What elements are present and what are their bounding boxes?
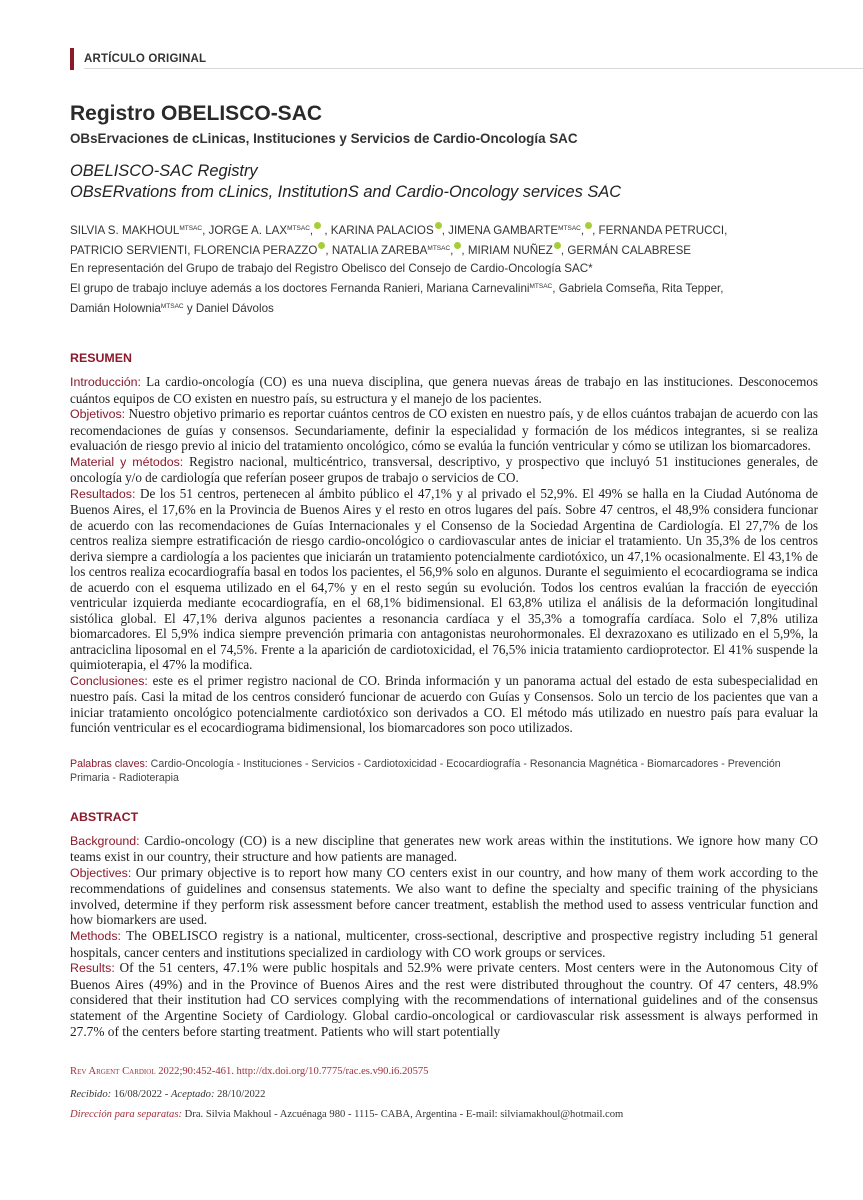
resumen-conclusiones: Conclusiones: este es el primer registro nacional de CO. Brinda información y un panorama actual del estado de esta subespecialidad en nuestro país. Casi la mitad de los centros consideró funcionar de acuerdo con Guías y Consensos. Solo un tercio de los pacientes que van a iniciar tratamiento oncológico potencialmente cardiotóxico son derivados a CO. El método más utilizado en nuestro país para evaluar la función ventricular es el ecocardiograma bidimensional, los biomarcadores son poco utilizados. (70, 672, 818, 735)
author-name: JIMENA GAMBARTE (448, 224, 559, 237)
author-list (70, 220, 818, 318)
abstract-results: Results: Of the 51 centers, 47.1% were public hospitals and 52.9% were private centers. Most centers were in the Autonomous City of Buenos Aires (49%) and in the Province of Buenos Aires and the rest were distributed throughout the country. Of 47 centers, 48.9% considered that their institution had CO services complying with the recommendations of international guidelines and of the consensus statement of the Argentine Society of Cardiology. Global cardio-oncological or cardiovascular risk assessment is always performed in 27.7% of the centers before starting treatment. Patients who will start potentially (70, 960, 818, 1039)
section-tag-bar (70, 48, 74, 70)
author-name: FLORENCIA PERAZZO (193, 244, 318, 257)
author-row-1: SILVIA S. $MAKHOUL^{MTSAC}$, JORGE A. $LAX^{MTSAC}$, , KARINA PALACIOS , JIMENA $GAMBARTE^{MTSAC}$, , FERNANDA PETRUCCI, (70, 224, 728, 237)
orcid-icon[interactable] (435, 222, 442, 229)
accepted-date: 28/10/2022 (214, 1089, 266, 1101)
doi-link[interactable]: 2022;90:452-461. http://dx.doi.org/10.7775/rac.es.v90.i6.20575 (155, 1066, 429, 1078)
section-tag (70, 48, 818, 70)
working-group-line-2: Damián Holownia$^{MTSAC}$ y Daniel Dávolos (70, 302, 274, 315)
orcid-icon[interactable] (554, 242, 561, 249)
resumen-heading: RESUMEN (70, 351, 132, 365)
keywords-label: Palabras claves: (70, 757, 148, 770)
accepted-label: Aceptado: (170, 1089, 215, 1101)
orcid-icon[interactable] (454, 242, 461, 249)
article-subtitle: OBsErvaciones de cLinicas, Instituciones y Servicios de Cardio-Oncología SAC (70, 131, 578, 146)
representation-note: En representación del Grupo de trabajo del Registro Obelisco del Consejo de Cardio-Oncología SAC* (70, 262, 593, 275)
abstract-objectives: Objectives: Our primary objective is to report how many CO centers exist in our country, and how many of them work according to the recommendations of guidelines and consensus statements. We also want to define the specialty and specific training of the physicians involved, determine if they perform risk assessment before cancer treatment, establish the method used to assess ventricular function and how biomarkers are used. (70, 864, 818, 928)
resumen-resultados: Resultados: De los 51 centros, pertenecen al ámbito público el 47,1% y al privado el 52,9%. El 49% se halla en la Ciudad Autónoma de Buenos Aires, el 17,6% en la Provincia de Buenos Aires y el resto en otros lugares del país. Sobre 47 centros, el 48,9% considera funcionar de acuerdo con las recomendaciones de Guías Internacionales y el Consenso de la Sociedad Argentina de Cardiología. El 27,7% de los centros realiza siempre estratificación de riesgo cardio-oncológico o cardiovascular antes de iniciar el tratamiento. Un 35,3% de los centros deriva siempre a cardiología a los pacientes que iniciarán un tratamiento potencialmente cardiotóxico, un 47,1% ocasionalmente. El 43,1% de los centros realiza ecocardiografía basal en todos los pacientes, el 56,9% solo en algunos. Durante el seguimiento el ecocardiograma se indica de acuerdo con el esquema utilizado en el 64,7% y en el resto según su evolución. Todos los centros evalúan la fracción de eyección ventricular izquierda mediante ecocardiografía, en el 68,1% bidimensional. El 63,8% utiliza el análisis de la deformación longitudinal sistólica global. El 47,1% deriva algunos pacientes a resonancia cardíaca y el 35,3% a tomografía cardíaca. Solo el 7,8% utiliza biomarcadores. El 5,9% indica siempre prevención primaria con antagonistas neurohormonales. El dexrazoxano es utilizado en el 5,9%, la antraciclina liposomal en el 74,5%. Frente a la aparición de cardiotoxicidad, el 76,5% inicia tratamiento cardioprotector. El 41% suspende la quimioterapia, el 47% la modifica. (70, 485, 818, 672)
resumen-material-metodos: Material y métodos: Registro nacional, multicéntrico, transversal, descriptivo, y prospectivo que incluyó 51 instituciones generales, de oncología y/o de cardiología que referían poseer grupos de trabajo o servicios de CO. (70, 453, 818, 485)
orcid-icon[interactable] (318, 242, 325, 249)
english-title (70, 161, 818, 203)
address-line (70, 1108, 818, 1122)
article-title: Registro OBELISCO-SAC (70, 102, 323, 125)
resumen-objetivos: Objetivos: Nuestro objetivo primario es reportar cuántos centros de CO existen en nuestro país, y de ellos cuántos trabajan de acuerdo con las recomendaciones de guías y consensos. Secundariamente, definir la especialidad y formación de los médicos integrantes, si se realiza evaluación de riesgo previo al inicio del tratamiento oncológico, cómo se evalúa la función ventricular y cómo se utilizan los biomarcadores. (70, 406, 818, 453)
section-tag-label: ARTÍCULO ORIGINAL (84, 53, 207, 65)
address-text: Dra. Silvia Makhoul - Azcuénaga 980 - 1115- CABA, Argentina - E-mail: silviamakhoul@hotmail.com (182, 1109, 624, 1121)
abstract-heading: ABSTRACT (70, 809, 139, 824)
orcid-icon[interactable] (585, 222, 592, 229)
author-name: GERMÁN CALABRESE (567, 244, 692, 257)
author-name: MIRIAM NUÑEZ (467, 244, 553, 257)
author-name: SILVIA S. MAKHOUL (70, 224, 180, 237)
resumen-body (70, 374, 818, 736)
abstract-background: Background: Cardio-oncology (CO) is a new discipline that generates new work areas within the institutions. We ignore how many CO teams exist in our country, their structure and how patients are managed. (70, 832, 818, 865)
author-name: FERNANDA PETRUCCI (598, 224, 725, 237)
author-name: PATRICIO SERVIENTI (70, 244, 188, 257)
address-label: Dirección para separatas: (70, 1109, 183, 1121)
resumen-introduccion: Introducción: La cardio-oncología (CO) es una nueva disciplina, que genera nuevas áreas de trabajo en las instituciones. Desconocemos cuántos equipos de CO existen en nuestro país, su estructura y el manejo de los pacientes. (70, 374, 818, 406)
english-title-line-1: OBELISCO-SAC Registry (70, 162, 258, 180)
dates-line (70, 1088, 818, 1102)
abstract-body (70, 833, 818, 1040)
author-name: NATALIA ZAREBA (331, 244, 428, 257)
keywords (70, 757, 818, 785)
author-name: KARINA PALACIOS (330, 224, 434, 237)
author-title-sup: MTSAC (179, 225, 203, 232)
english-title-line-2: OBsERvations from cLinics, InstitutionS and Cardio-Oncology services SAC (70, 183, 622, 201)
working-group-line-1: El grupo de trabajo incluye además a los doctores Fernanda Ranieri, Mariana Carnevalini$^{MTSAC}$, Gabriela Comseña, Rita Tepper, (70, 282, 724, 295)
received-date: 16/08/2022 - (111, 1089, 171, 1101)
journal-name: Rev Argent Cardiol (70, 1066, 156, 1078)
received-label: Recibido: (70, 1089, 112, 1101)
author-row-2: PATRICIO SERVIENTI, FLORENCIA PERAZZO , NATALIA $ZAREBA^{MTSAC}$, , MIRIAM NUÑEZ , GERMÁN CALABRESE (70, 244, 692, 257)
keywords-text: Cardio-Oncología - Instituciones - Servicios - Cardiotoxicidad - Ecocardiografía - Resonancia Magnética - Biomarcadores - Prevención Primaria - Radioterapia (70, 757, 781, 784)
section-tag-rule (84, 68, 863, 69)
orcid-icon[interactable] (314, 222, 321, 229)
article-page (70, 48, 818, 1122)
author-title-sup: MTSAC (287, 225, 310, 232)
author-title-sup: MTSAC (558, 225, 581, 232)
author-title-sup: MTSAC (427, 245, 451, 252)
abstract-methods: Methods: The OBELISCO registry is a national, multicenter, cross-sectional, descriptive and prospective registry including 51 general hospitals, cancer centers and institutions specialized in cardiology with CO work groups or services. (70, 928, 818, 960)
author-name: JORGE A. LAX (208, 224, 288, 237)
citation-line (70, 1065, 818, 1079)
